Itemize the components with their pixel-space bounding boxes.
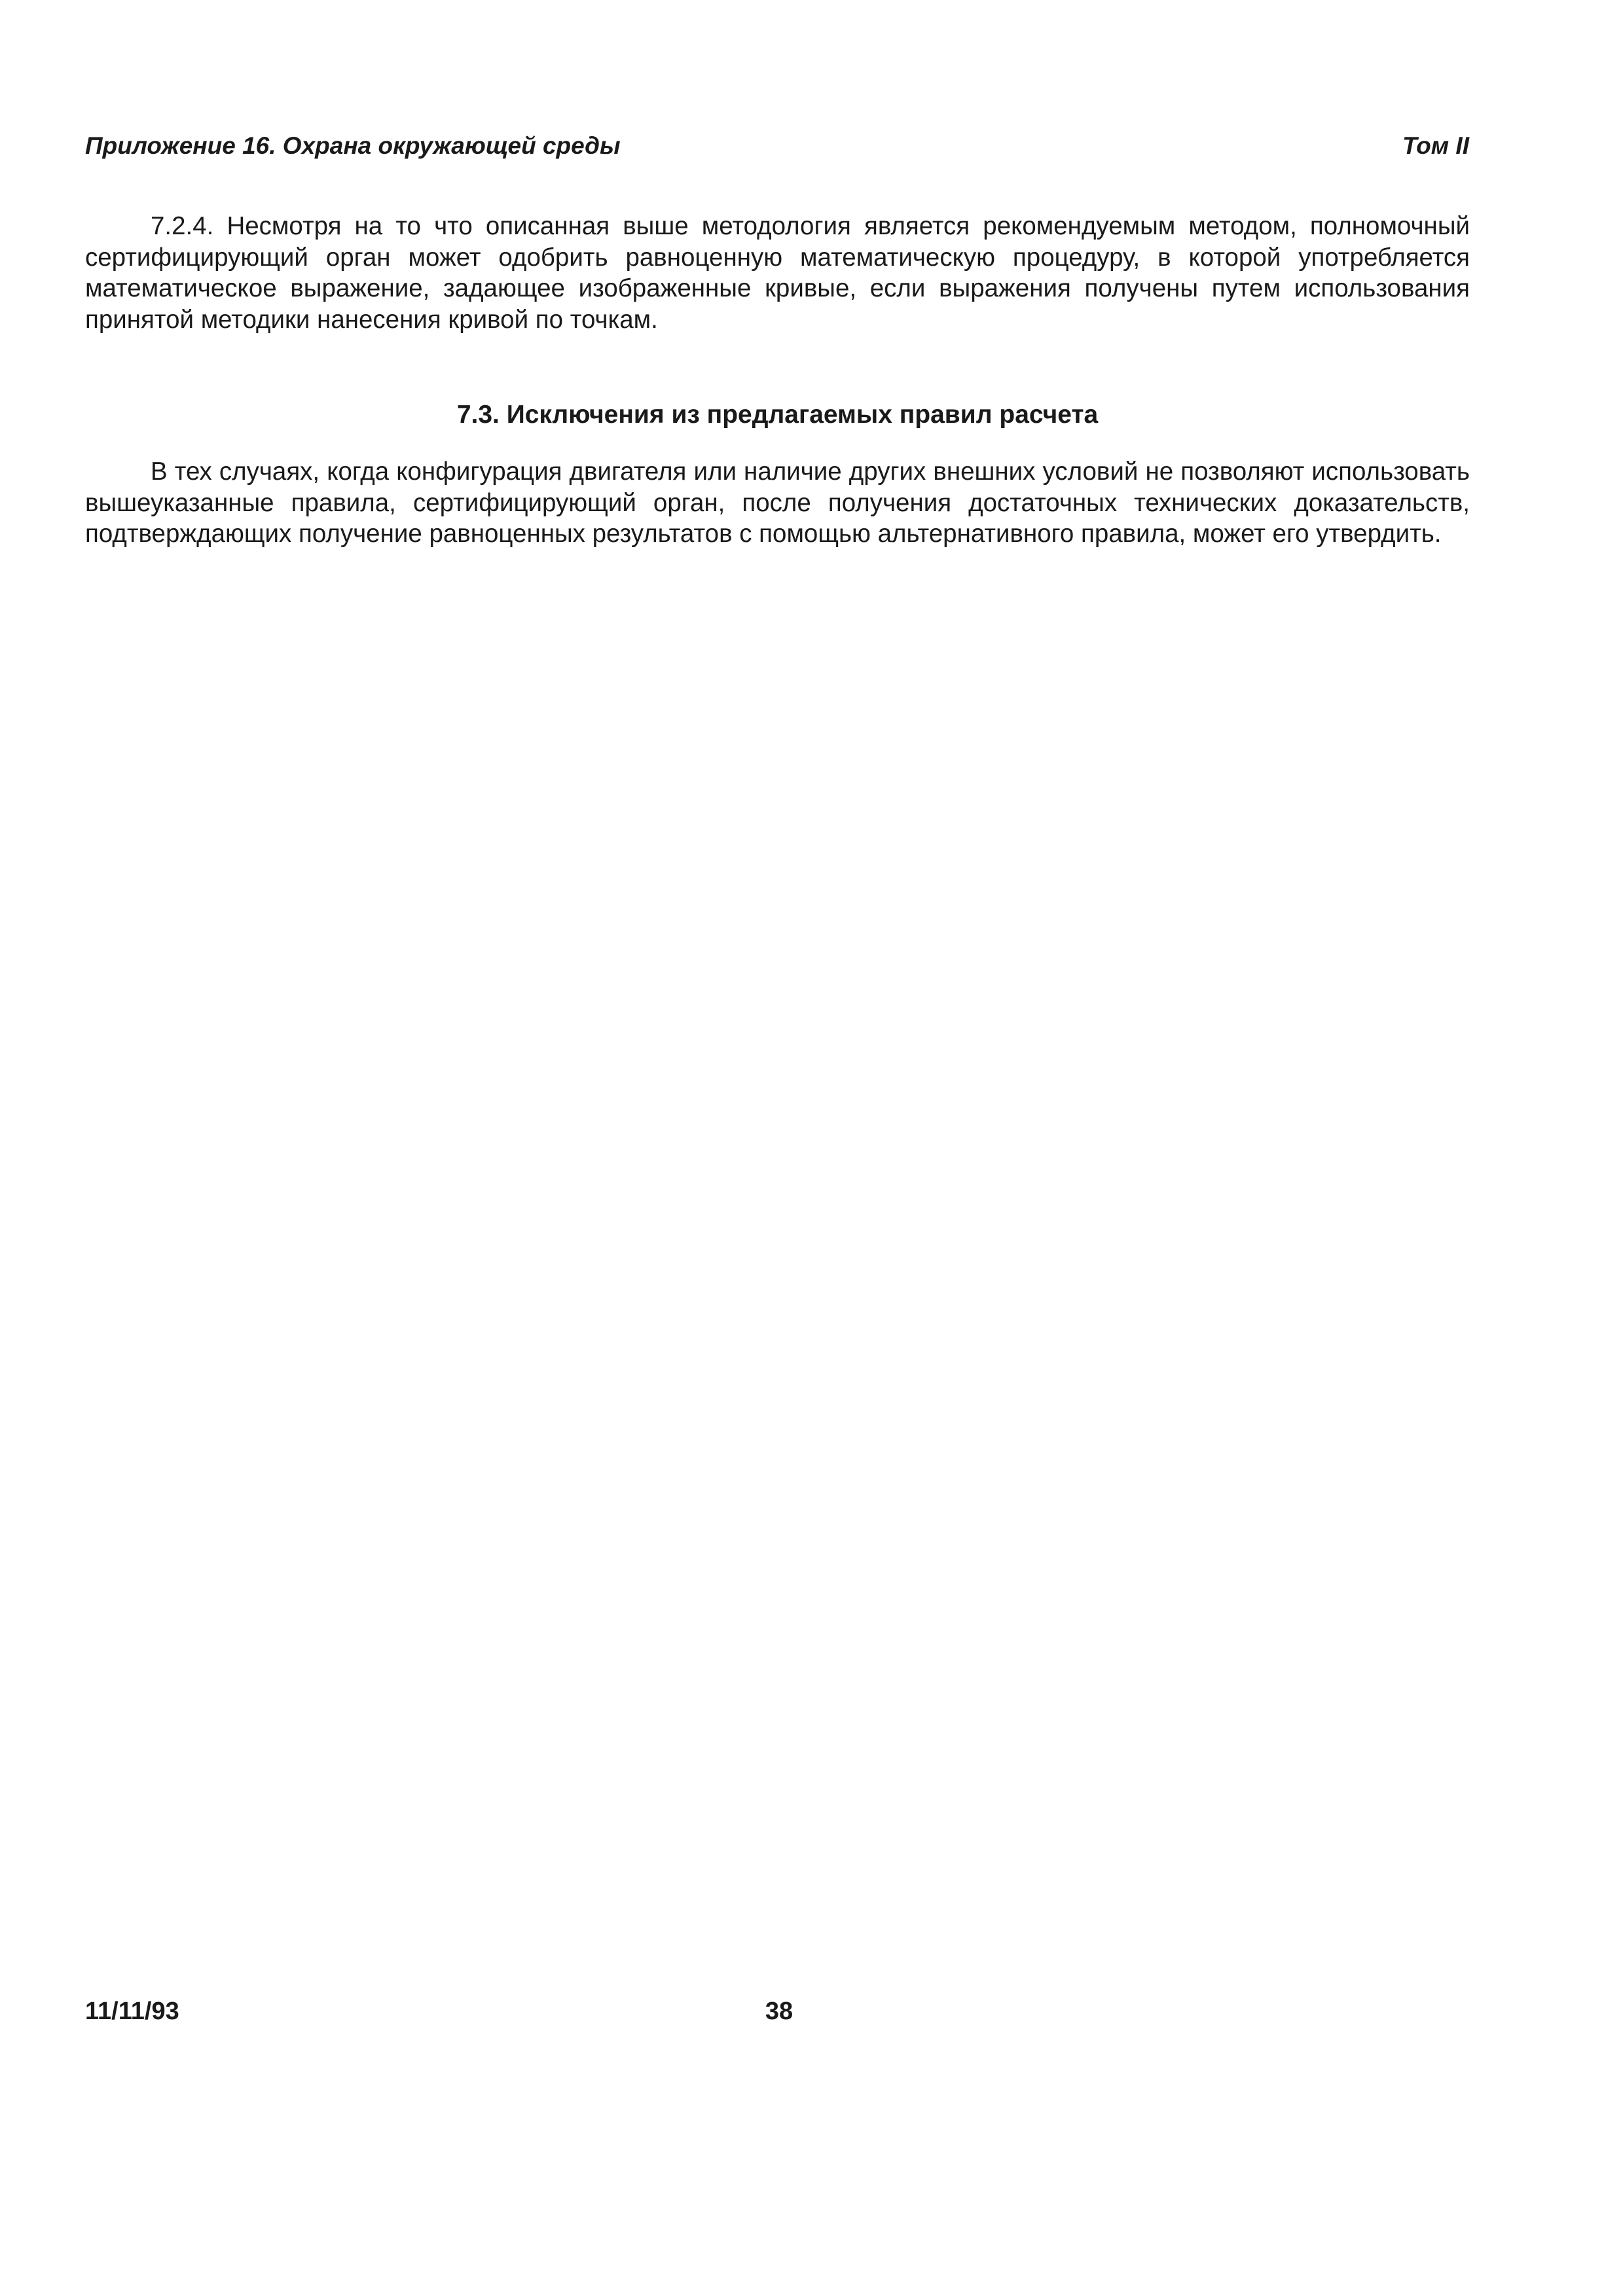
header-volume: Том II — [1402, 132, 1469, 159]
page-header — [85, 132, 1469, 160]
paragraph-7-2-4: 7.2.4. Несмотря на то что описанная выше методология является рекомендуемым методом, полномочный сертифицирующий орган может одобрить равноценную математическую процедуру, в которой употребляется математическое выражение, задающее изображенные кривые, если выражения получены путем использования принятой методики нанесения кривой по точкам. — [85, 212, 1470, 334]
paragraph-exceptions: В тех случаях, когда конфигурация двигателя или наличие других внешних условий не позволяют использовать вышеуказанные правила, сертифицирующий орган, после получения достаточных технических доказательств, подтверждающих получение равноценных результатов с помощью альтернативного правила, может его утвердить. — [85, 457, 1470, 548]
page-content — [85, 211, 1470, 550]
footer-date: 11/11/93 — [85, 1998, 179, 2025]
page-number: 38 — [765, 1998, 793, 2025]
section-heading-7-3: 7.3. Исключения из предлагаемых правил расчета — [456, 401, 1099, 429]
header-title: Приложение 16. Охрана окружающей среды — [85, 132, 621, 159]
